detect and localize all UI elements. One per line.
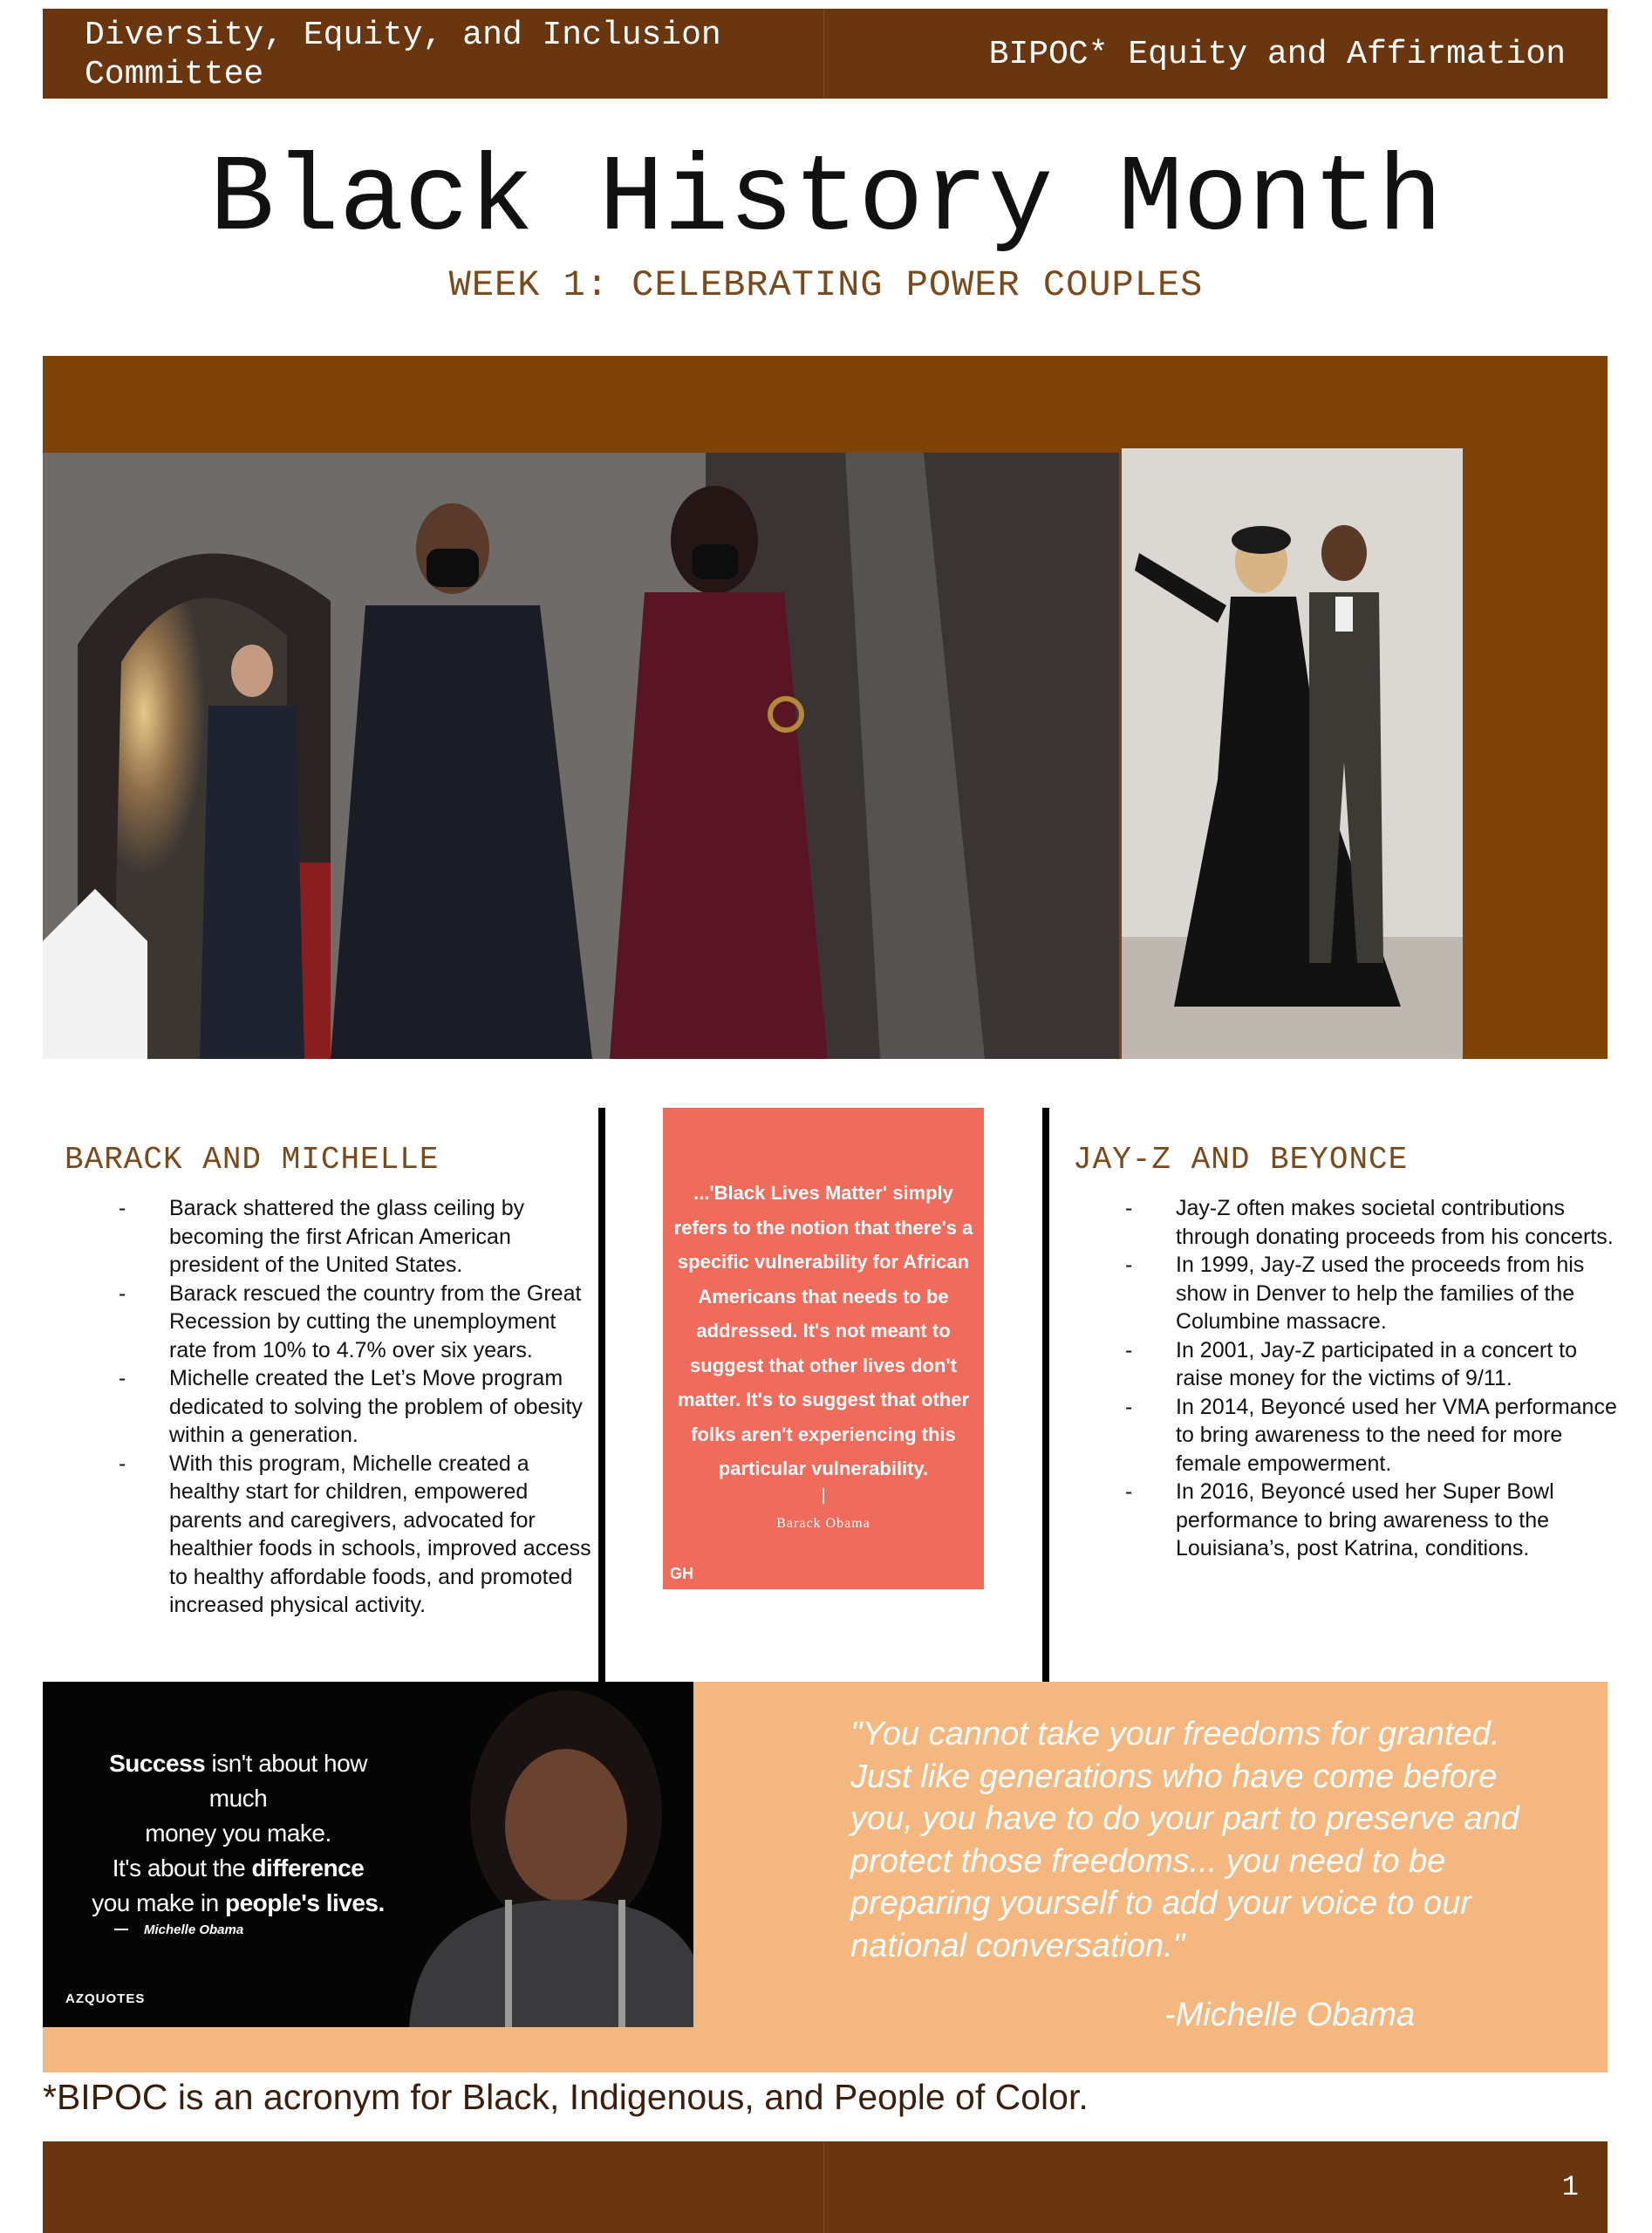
list-item: - In 2014, Beyoncé used her VMA performance to bring awareness to the need for more female empowerment.: [1125, 1393, 1622, 1478]
quote-dash: [114, 1929, 128, 1930]
list-item: - In 2016, Beyoncé used her Super Bowl performance to bring awareness to the Louisiana’s, post Katrina, conditions.: [1125, 1478, 1622, 1563]
jayz-beyonce-list: [1125, 1194, 1622, 1563]
footer-bar: [43, 2141, 1608, 2233]
list-item: - In 1999, Jay-Z used the proceeds from his show in Denver to help the families of the Columbine massacre.: [1125, 1251, 1622, 1336]
barack-michelle-heading: BARACK AND MICHELLE: [65, 1142, 440, 1178]
page-number: 1: [1561, 2171, 1579, 2203]
barack-michelle-list: [119, 1194, 597, 1620]
footer-divider: [823, 2141, 824, 2233]
page-subtitle: WEEK 1: CELEBRATING POWER COUPLES: [448, 264, 1204, 306]
page-title: Black History Month: [209, 140, 1443, 262]
quote-bold-word: people's lives.: [224, 1889, 385, 1916]
quote-line: It's about the: [112, 1854, 252, 1881]
list-item: - Michelle created the Let’s Move program dedicated to solving the problem of obesity within a generation.: [119, 1364, 597, 1450]
obama-couple-photo: [43, 453, 1119, 1059]
list-item: - Barack shattered the glass ceiling by becoming the first African American president of the United States.: [119, 1194, 597, 1280]
michelle-quote-image-text: [83, 1746, 393, 1921]
list-item: - With this program, Michelle created a healthy start for children, empowered parents and caregivers, advocated for healthier foods in schools, improved access to healthy affordable foods, and promoted increased physical activity.: [119, 1450, 597, 1620]
quote-line: you make in: [92, 1889, 225, 1916]
obama-photo-illustration: [43, 453, 1119, 1059]
obama-quote-author: Barack Obama: [776, 1516, 870, 1531]
list-item: - Barack rescued the country from the Great Recession by cutting the unemployment rate from 10% to 4.7% over six years.: [119, 1280, 597, 1365]
header-right-label: BIPOC* Equity and Affirmation: [988, 36, 1566, 73]
column-divider-right: [1042, 1108, 1049, 1683]
column-divider-left: [598, 1108, 605, 1683]
quote-separator: [823, 1488, 824, 1504]
carter-couple-photo: [1122, 448, 1463, 1059]
obama-quote-text: ...'Black Lives Matter' simply refers to the notion that there's a specific vulnerability for African Americans that needs to be addressed. It's not meant to suggest that other lives don't matter. It's to suggest that other folks aren't experiencing this particular vulnerability.: [673, 1182, 973, 1479]
quote-line: isn't about how much: [205, 1750, 367, 1812]
michelle-big-quote: "You cannot take your freedoms for granted. Just like generations who have come before you, you have to do your part to preserve and protect those freedoms... you need to be preparing yourself to add your voice to our national conversation.": [850, 1716, 1519, 1964]
header-divider: [823, 9, 824, 99]
list-item: - Jay-Z often makes societal contributions through donating proceeds from his concerts.: [1125, 1194, 1622, 1251]
carter-photo-illustration: [1122, 448, 1463, 1059]
list-item: - In 2001, Jay-Z participated in a concert to raise money for the victims of 9/11.: [1125, 1336, 1622, 1393]
bipoc-footnote: *BIPOC is an acronym for Black, Indigenous, and People of Color.: [43, 2077, 1089, 2117]
jayz-beyonce-heading: JAY-Z AND BEYONCE: [1073, 1142, 1409, 1178]
committee-name: Diversity, Equity, and Inclusion Committee: [85, 17, 721, 93]
quote-line: money you make.: [145, 1820, 331, 1847]
header-bar: [43, 9, 1608, 99]
michelle-quote-image-author: Michelle Obama: [144, 1922, 244, 1937]
quote-bold-word: Success: [109, 1750, 206, 1777]
quote-bold-word: difference: [251, 1854, 365, 1881]
gh-logo: GH: [670, 1565, 693, 1582]
azquotes-logo: AZQUOTES: [65, 1991, 146, 2006]
michelle-quote-image: [43, 1682, 693, 2027]
michelle-big-quote-author: -Michelle Obama: [1164, 1997, 1416, 2033]
